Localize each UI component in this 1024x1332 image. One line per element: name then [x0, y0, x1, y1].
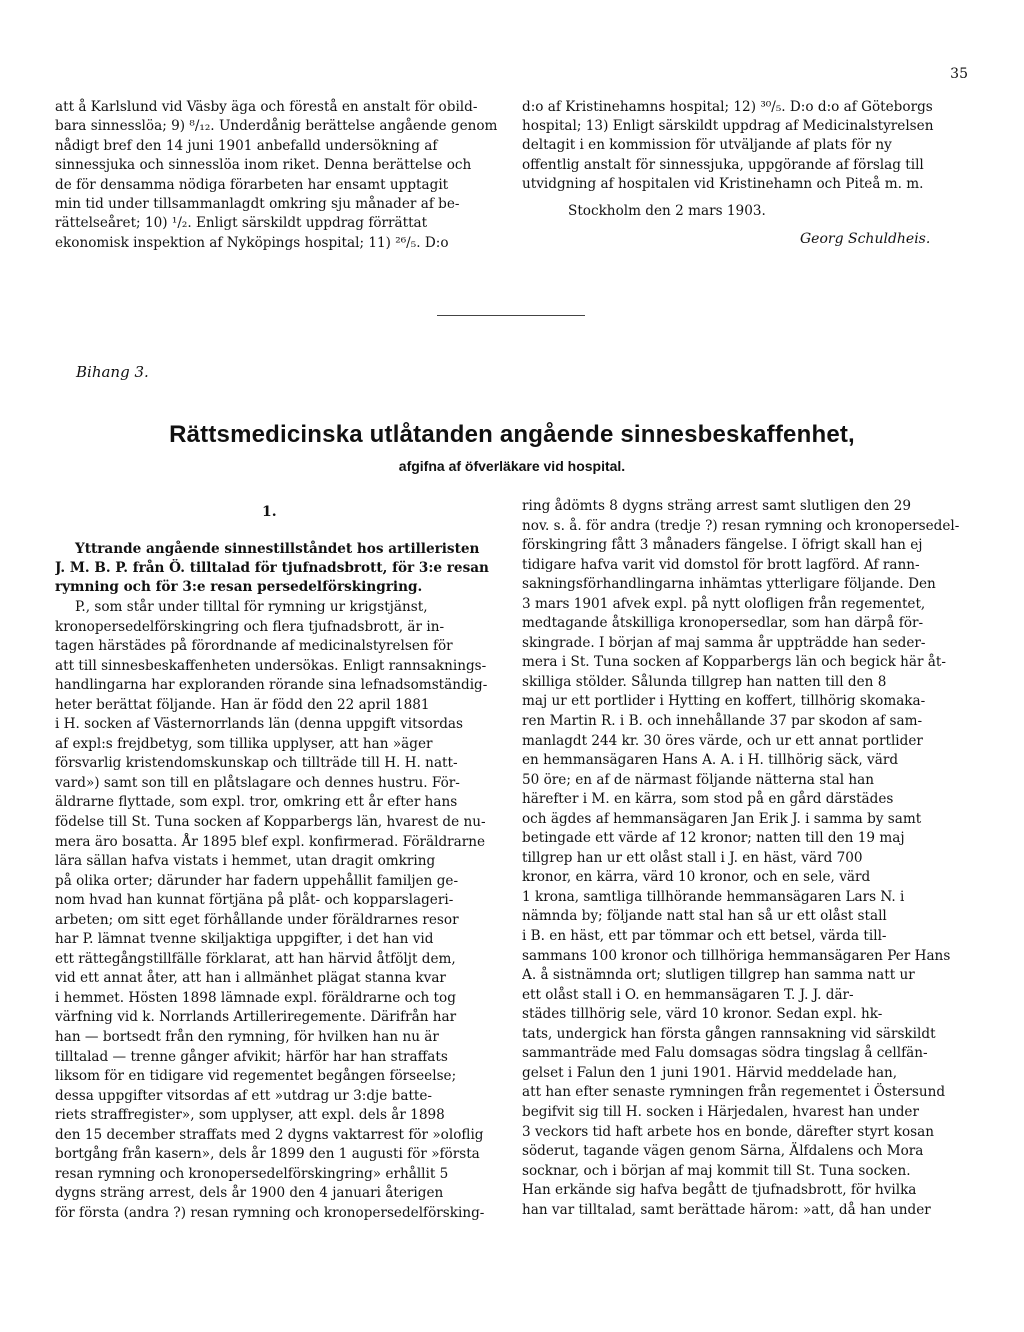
text-line: deltagit i en kommission för utväljande af plats för ny: [522, 137, 892, 154]
text-line: söderut, tagande vägen genom Särna, Älfdalens och Mora: [522, 1143, 924, 1160]
section-subtitle: afgifna af öfverläkare vid hospital.: [398, 458, 626, 474]
text-line: han — bortsedt från den rymning, för hvilken han nu är: [55, 1029, 439, 1046]
text-line: 3 veckors tid haft arbete hos en bonde, därefter styrt kosan: [522, 1123, 934, 1140]
section-divider: [437, 315, 585, 316]
text-line: han var tilltalad, samt berättade härom: »att, då han under: [522, 1201, 931, 1218]
text-line: på olika orter; därunder har fadern uppehållit familjen ge-: [55, 872, 459, 889]
text-line: skingrade. I början af maj samma år uppträdde han seder-: [522, 634, 926, 651]
text-line: kronopersedelförskingring och flera tjufnadsbrott, är in-: [55, 618, 445, 635]
text-line: manlagdt 244 kr. 30 öres värde, och ur ett annat portlider: [522, 732, 923, 749]
text-line: lära sällan hafva vistats i hemmet, utan dragit omkring: [55, 853, 436, 870]
text-line: den 15 december straffats med 2 dygns vaktarrest för »oloflig: [55, 1126, 484, 1143]
text-line: i hemmet. Hösten 1898 lämnade expl. föräldrarne och tog: [55, 989, 456, 1006]
text-line: födelse till St. Tuna socken af Kopparbergs län, hvarest de nu-: [55, 814, 486, 831]
case-number: 1.: [262, 504, 277, 520]
text-line: P., som står under tilltal för rymning ur krigstjänst,: [75, 599, 428, 615]
text-line: hospital; 13) Enligt särskildt uppdrag af Medicinalstyrelsen: [522, 118, 934, 135]
text-line: mera äro bosatta. År 1895 blef expl. konfirmerad. Föräldrarne: [55, 833, 486, 850]
text-line: för första (andra ?) resan rymning och kronopersedelförsking-: [55, 1204, 485, 1221]
text-line: sammanträde med Falu domsagas södra tingslag å cellfän-: [522, 1045, 928, 1062]
appendix-label: Bihang 3.: [76, 363, 149, 381]
text-line: min tid under tillsammanlagdt omkring sju månader af be-: [55, 195, 460, 212]
text-line: de för densamma nödiga förarbeten har ensamt upptagit: [55, 176, 449, 193]
text-line: tidigare hafva varit vid domstol för brott lagförd. Af rann-: [522, 556, 920, 573]
text-line: maj ur ett portlider i Hytting en koffert, tillhörig skomaka-: [522, 693, 926, 710]
place-date: Stockholm den 2 mars 1903.: [568, 203, 766, 219]
text-line: 3 mars 1901 afvek expl. på nytt olofligen från regementet,: [522, 595, 926, 612]
heading-line: J. M. B. P. från Ö. tilltalad för tjufnadsbrott, för 3:e resan: [55, 560, 489, 576]
heading-line: Yttrande angående sinnestillståndet hos artilleristen: [75, 541, 480, 557]
text-line: och ägdes af hemmansägaren Jan Erik J. i samma by samt: [522, 810, 922, 827]
text-line: ren Martin R. i B. och innehållande 37 par skodon af sam-: [522, 713, 923, 730]
text-line: vid ett annat åter, att han i allmänhet plägat stanna kvar: [55, 970, 446, 987]
text-line: kronor, en kärra, värd 10 kronor, och en sele, värd: [522, 869, 871, 886]
text-line: rättelseåret; 10) ¹/₂. Enligt särskildt uppdrag förrättat: [55, 215, 428, 232]
intro-left-column: [55, 98, 500, 253]
text-line: 1 krona, samtliga tillhörande hemmansägaren Lars N. i: [522, 888, 905, 905]
text-line: i H. socken af Västernorrlands län (denna uppgift vitsordas: [55, 716, 464, 733]
text-line: dessa uppgifter vitsordas af ett »utdrag ur 3:dje batte-: [55, 1087, 433, 1104]
text-line: sakningsförhandlingarna inhämtas ytterligare följande. Den: [522, 576, 936, 593]
text-line: tagen härstädes på förordnande af medicinalstyrelsen för: [55, 638, 453, 655]
text-line: ring ådömts 8 dygns sträng arrest samt slutligen den 29: [522, 498, 912, 514]
case-body-left-column: [55, 598, 500, 1224]
text-line: skilliga stölder. Sålunda tillgrep han natten till den 8: [522, 673, 887, 690]
text-line: städes tillhörig sele, värd 10 kronor. Sedan expl. hk-: [522, 1006, 883, 1023]
text-line: i B. en häst, ett par tömmar och ett betsel, värda till-: [522, 928, 887, 945]
text-line: socknar, och i början af maj kommit till St. Tuna socken.: [522, 1162, 911, 1179]
text-line: offentlig anstalt för sinnessjuka, uppgörande af förslag till: [522, 156, 924, 173]
text-line: har P. lämnat tvenne skiljaktiga uppgifter, i det han vid: [55, 931, 434, 948]
text-line: betingade ett värde af 12 kronor; natten till den 19 maj: [522, 830, 905, 847]
text-line: att till sinnesbeskaffenheten undersökas. Enligt rannsaknings-: [55, 657, 487, 674]
text-line: nämnda by; följande natt stal han så ur ett olåst stall: [522, 908, 887, 925]
text-line: af expl:s frejdbetyg, som tillika upplyser, att han »äger: [55, 735, 433, 752]
text-line: att å Karlslund vid Väsby äga och förestå en anstalt för obild-: [55, 99, 478, 115]
text-line: dygns sträng arrest, dels år 1900 den 4 januari återigen: [55, 1185, 444, 1202]
signature: Georg Schuldheis.: [800, 231, 931, 247]
text-line: förskingring fått 3 månaders fängelse. I öfrigt skall han ej: [522, 537, 923, 554]
text-line: en hemmansägaren Hans A. A. i H. tillhörig säck, värd: [522, 752, 899, 769]
text-line: begifvit sig till H. socken i Härjedalen, hvarest han under: [522, 1103, 919, 1120]
page-number: 35: [950, 66, 968, 82]
text-line: liksom för en tidigare vid regementet begången förseelse;: [55, 1068, 457, 1085]
text-line: ett rättegångstillfälle förklarat, att han härvid åtföljt dem,: [55, 950, 456, 967]
text-line: tillgrep han ur ett olåst stall i J. en häst, värd 700: [522, 849, 863, 866]
text-line: att han efter senaste rymningen från regementet i Östersund: [522, 1084, 946, 1101]
text-line: resan rymning och kronopersedelförskingring» erhållit 5: [55, 1165, 449, 1182]
text-line: nov. s. å. för andra (tredje ?) resan rymning och kronopersedel-: [522, 517, 960, 534]
text-line: medtagande åtskilliga kronopersedlar, som han därpå för-: [522, 615, 924, 632]
case-heading: [55, 540, 500, 597]
text-line: nådigt bref den 14 juni 1901 anbefalld undersökning af: [55, 137, 438, 154]
text-line: bortgång från kasern», dels år 1899 den 1 augusti för »första: [55, 1146, 480, 1163]
text-line: försvarlig kristendomskunskap och tillträde till H. H. natt-: [55, 755, 458, 772]
text-line: d:o af Kristinehamns hospital; 12) ³⁰/₅. D:o d:o af Göteborgs: [522, 99, 933, 115]
text-line: värfning vid k. Norrlands Artilleriregemente. Därifrån har: [55, 1009, 457, 1026]
text-line: härefter i M. en kärra, som stod på en gård därstädes: [522, 791, 894, 808]
text-line: tats, undergick han första gången rannsakning vid särskildt: [522, 1025, 936, 1042]
text-line: arbeten; om sitt eget förhållande under föräldrarnes resor: [55, 911, 459, 928]
text-line: Han erkände sig hafva begått de tjufnadsbrott, för hvilka: [522, 1182, 917, 1199]
case-body-right-column: [522, 497, 969, 1220]
heading-line: rymning och för 3:e resan persedelförskingring.: [55, 579, 423, 595]
text-line: sinnessjuka och sinnesslöa inom riket. Denna berättelse och: [55, 157, 472, 174]
text-line: gelset i Falun den 1 juni 1901. Härvid meddelade han,: [522, 1064, 898, 1081]
text-line: nom hvad han kunnat förtjäna på plåt- och kopparslageri-: [55, 892, 454, 909]
text-line: riets straffregister», som upplyser, att expl. dels år 1898: [55, 1107, 445, 1124]
text-line: ett olåst stall i O. en hemmansägaren T. J. J. där-: [522, 986, 854, 1003]
text-line: mera i St. Tuna socken af Kopparbergs län och begick här åt-: [522, 654, 946, 671]
text-line: 50 öre; en af de närmast följande nätterna stal han: [522, 771, 875, 788]
text-line: utvidgning af hospitalen vid Kristinehamn och Piteå m. m.: [522, 175, 924, 192]
section-title: Rättsmedicinska utlåtanden angående sinnesbeskaffenhet,: [169, 421, 855, 448]
text-line: ekonomisk inspektion af Nyköpings hospital; 11) ²⁶/₅. D:o: [55, 234, 449, 251]
intro-right-column: [522, 98, 969, 194]
text-line: A. å sistnämnda ort; slutligen tillgrep han samma natt ur: [522, 967, 915, 984]
text-line: handlingarna har exploranden rörande sina lefnadsomständig-: [55, 677, 488, 694]
text-line: heter berättat följande. Han är född den 22 april 1881: [55, 696, 430, 713]
text-line: tilltalad — trenne gånger afvikit; härför har han straffats: [55, 1048, 448, 1065]
text-line: vard») samt son till en plåtslagare och dennes hustru. För-: [55, 774, 460, 791]
text-line: bara sinnesslöa; 9) ⁸/₁₂. Underdånig berättelse angående genom: [55, 118, 498, 135]
text-line: äldrarne flyttade, som expl. tror, omkring ett år efter hans: [55, 794, 458, 811]
text-line: sammans 100 kronor och tillhöriga hemmansägaren Per Hans: [522, 947, 951, 964]
